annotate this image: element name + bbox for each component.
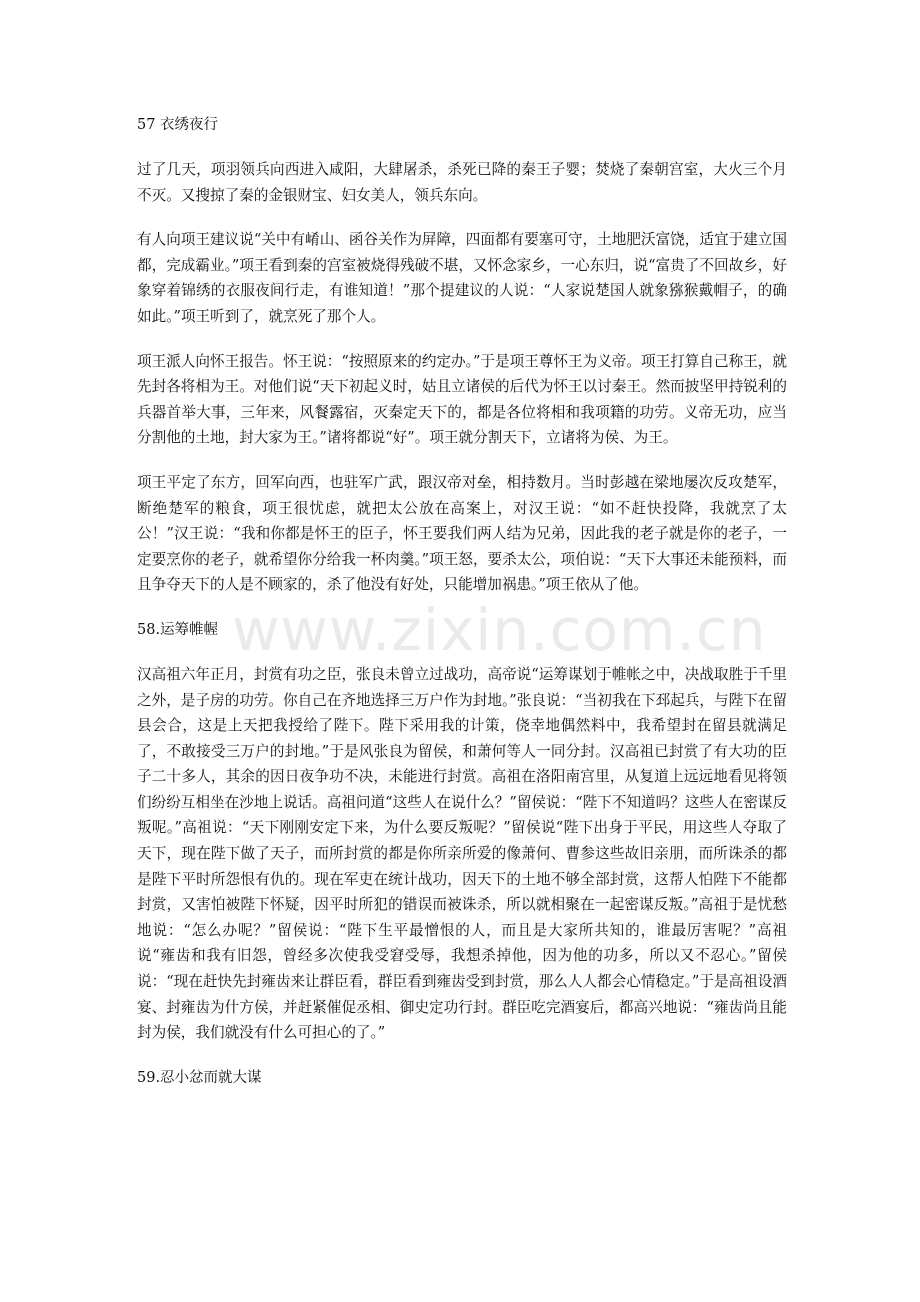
paragraph: 有人向项王建议说“关中有崤山、函谷关作为屏障，四面都有要塞可守，土地肥沃富饶，适宜于建立国都，完成霸业。”项王看到秦的宫室被烧得残破不堪，又怀念家乡，一心东归，说“富贵了不回故乡，好象穿着锦绣的衣服夜间行走，有谁知道！”那个提建议的人说：“人家说楚国人就象猕猴戴帽子，的确如此。”项王听到了，就烹死了那个人。 <box>137 231 787 325</box>
section-heading: 57 衣绣夜行 <box>137 117 219 133</box>
section-59 <box>137 1065 787 1091</box>
paragraph: 过了几天，项羽领兵向西进入咸阳，大肆屠杀，杀死已降的秦王子婴；焚烧了秦朝宫室，大火三个月不灭。又搜掠了秦的金银财宝、妇女美人，领兵东向。 <box>137 161 787 204</box>
paragraph: 汉高祖六年正月，封赏有功之臣，张良未曾立过战功，高帝说“运筹谋划于帷帐之中，决战取胜于千里之外，是子房的功劳。你自己在齐地选择三万户作为封地。”张良说：“当初我在下邳起兵，与陛下在留县会合，这是上天把我授给了陛下。陛下采用我的计策，侥幸地偶然料中，我希望封在留县就满足了，不敢接受三万户的封地。”于是风张良为留侯，和萧何等人一同分封。汉高祖已封赏了有大功的臣子二十多人，其余的因日夜争功不决，未能进行封赏。高祖在洛阳南宫里，从复道上远远地看见将领们纷纷互相坐在沙地上说话。高祖问道“这些人在说什么？”留侯说：“陛下不知道吗？这些人在密谋反叛呢。”高祖说：“天下刚刚安定下来，为什么要反叛呢？”留侯说“陛下出身于平民，用这些人夺取了天下，现在陛下做了天子，而所封赏的都是你所亲所爱的像萧何、曹参这些故旧亲朋，而所诛杀的都是陛下平时所怨恨有仇的。现在军吏在统计战功，因天下的土地不够全部封赏，这帮人怕陛下不能都封赏，又害怕被陛下怀疑，因平时所犯的错误而被诛杀，所以就相聚在一起密谋反叛。”高祖于是忧愁地说：“怎么办呢？”留侯说：“陛下生平最憎恨的人，而且是大家所共知的，谁最厉害呢？”高祖说“雍齿和我有旧怨，曾经多次使我受窘受辱，我想杀掉他，因为他的功多，所以又不忍心。”留侯说：“现在赶快先封雍齿来让群臣看，群臣看到雍齿受到封赏，那么人人都会心情稳定。”于是高祖设酒宴、封雍齿为什方侯，并赶紧催促丞相、御史定功行封。群臣吃完酒宴后，都高兴地说：“雍齿尚且能封为侯，我们就没有什么可担心的了。” <box>137 665 788 1042</box>
paragraph: 项王平定了东方，回军向西，也驻军广武，跟汉帝对垒，相持数月。当时彭越在梁地屡次反攻楚军，断绝楚军的粮食，项王很忧虑，就把太公放在高案上，对汉王说：“如不赶快投降，我就烹了太公！”汉王说：“我和你都是怀王的臣子，怀王要我们两人结为兄弟，因此我的老子就是你的老子，一定要烹你的老子，就希望你分给我一杯肉羹。”项王怒，要杀太公，项伯说：“天下大事还未能预料，而且争夺天下的人是不顾家的，杀了他没有好处，只能增加祸患。”项王依从了他。 <box>137 473 787 594</box>
section-57 <box>137 112 787 598</box>
watermark: www.zixin.com.cn <box>232 596 767 664</box>
section-heading: 59.忍小忿而就大谋 <box>137 1069 262 1086</box>
document-body <box>137 112 787 1110</box>
section-heading: 58.运筹帷幄 <box>137 621 219 638</box>
paragraph: 项王派人向怀王报告。怀王说：“按照原来的约定办。”于是项王尊怀王为义帝。项王打算自己称王，就先封各将相为王。对他们说“天下初起义时，姑且立诸侯的后代为怀王以讨秦王。然而披坚甲持锐利的兵器首举大事，三年来，风餐露宿，灭秦定天下的，都是各位将相和我项籍的功劳。义帝无功，应当分割他的土地，封大家为王。”诸将都说“好”。项王就分割天下，立诸将为侯、为王。 <box>137 352 787 447</box>
section-58 <box>137 617 787 1046</box>
